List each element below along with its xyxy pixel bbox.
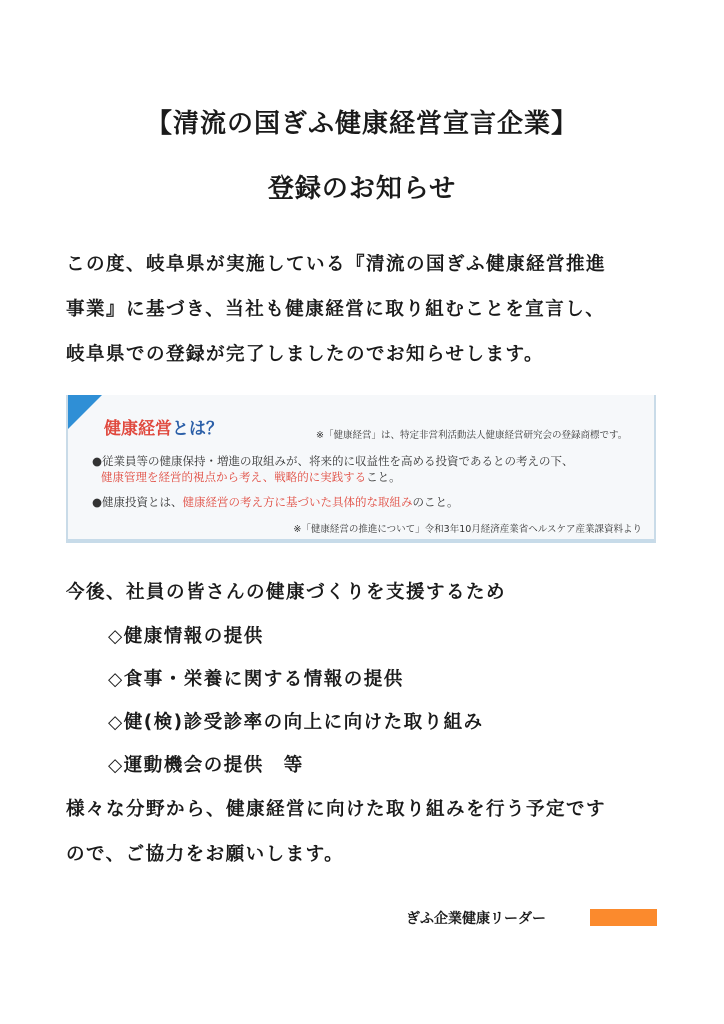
support-item: ◇運動機会の提供 等: [108, 755, 304, 776]
footer-orange-bar: [590, 909, 657, 926]
intro-line-3: 岐阜県での登録が完了しましたのでお知らせします。: [66, 344, 544, 365]
page-subtitle: 登録のお知らせ: [267, 174, 457, 204]
support-item: ◇健(検)診受診率の向上に向けた取り組み: [108, 712, 484, 733]
info-box-heading-question: とは？: [172, 419, 223, 439]
info-box-heading-term: 健康経営: [104, 419, 172, 439]
support-lead: 今後、社員の皆さんの健康づくりを支援するため: [66, 582, 507, 603]
health-management-info-box: [66, 395, 656, 543]
page-title: 【清流の国ぎふ健康経営宣言企業】: [145, 109, 578, 139]
corner-triangle-icon: [68, 395, 102, 429]
support-item: ◇健康情報の提供: [108, 626, 264, 647]
info-bullet-1-line-1: ●従業員等の健康保持・増進の取組みが、将来的に収益性を高める投資であるとの考えの下、: [92, 454, 574, 468]
support-item: ◇食事・栄養に関する情報の提供: [108, 669, 404, 690]
info-bullet-1-line-2: [101, 469, 401, 485]
box-bottom-divider: [68, 539, 654, 543]
intro-line-1: この度、岐阜県が実施している『清流の国ぎふ健康経営推進: [66, 254, 607, 275]
info-bullet-2-start: ●健康投資とは、: [92, 495, 183, 509]
footer-label: ぎふ企業健康リーダー: [406, 911, 546, 927]
info-bullet-2-end: のこと。: [412, 495, 459, 509]
info-bullet-1-end: こと。: [366, 470, 401, 484]
closing-line-1: 様々な分野から、健康経営に向けた取り組みを行う予定です: [66, 799, 607, 820]
source-note: ※「健康経営の推進について」令和3年10月経済産業省ヘルスケア産業課資料より: [293, 524, 642, 535]
info-bullet-1-highlight: 健康管理を経営的視点から考え、戦略的に実践する: [101, 470, 367, 484]
intro-line-2: 事業』に基づき、当社も健康経営に取り組むことを宣言し、: [66, 299, 606, 320]
info-bullet-2-highlight: 健康経営の考え方に基づいた具体的な取組み: [182, 495, 413, 509]
closing-line-2: ので、ご協力をお願いします。: [66, 844, 345, 865]
trademark-note: ※「健康経営」は、特定非営利活動法人健康経営研究会の登録商標です。: [316, 430, 628, 441]
info-box-heading: [104, 414, 223, 439]
info-bullet-2: [92, 494, 459, 510]
